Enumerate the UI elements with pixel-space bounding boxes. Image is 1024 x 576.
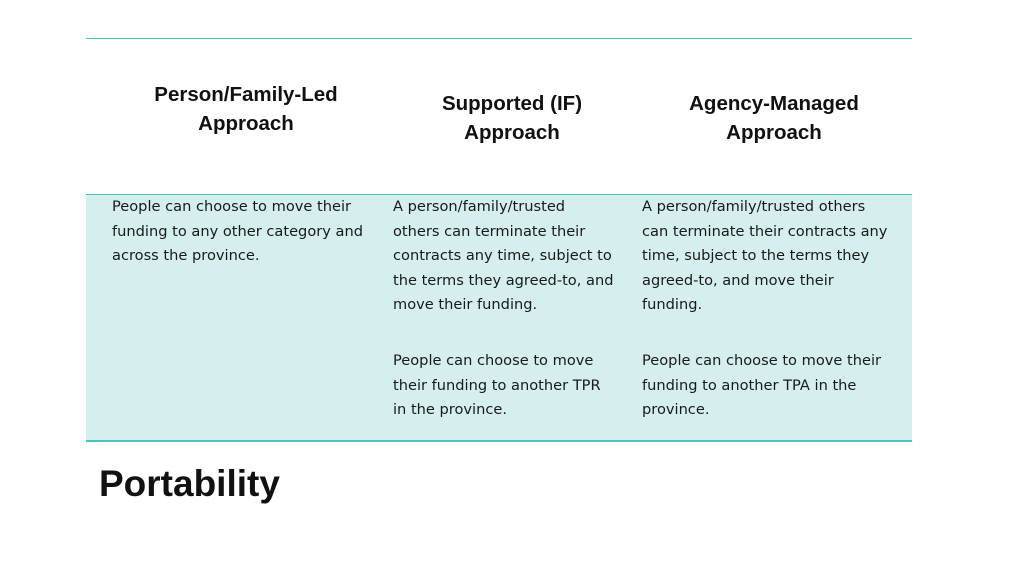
cell-line: contracts any time, subject to — [393, 247, 612, 264]
cell-agency-terminate — [642, 195, 887, 318]
cell-agency-move-funding — [642, 349, 881, 423]
section-title: Portability — [99, 463, 280, 504]
cell-line: the terms they agreed-to, and — [393, 271, 614, 289]
header-line: Person/Family-Led — [154, 83, 338, 106]
cell-line: funding to any other category and — [112, 222, 363, 240]
cell-line: province. — [642, 401, 710, 418]
header-line: Approach — [726, 121, 822, 144]
cell-line: agreed-to, and move their — [642, 271, 834, 289]
cell-line: A person/family/trusted — [393, 198, 566, 215]
cell-line: others can terminate their — [393, 222, 586, 240]
header-line: Approach — [198, 112, 294, 135]
cell-line: move their funding. — [393, 296, 538, 313]
cell-line: their funding to another TPR — [393, 376, 601, 394]
header-line: Supported (IF) — [441, 92, 583, 115]
header-person-family-led — [126, 80, 366, 138]
cell-line: People can choose to move their — [642, 352, 882, 369]
cell-line: A person/family/trusted others — [642, 198, 866, 215]
cell-line: People can choose to move their — [112, 198, 352, 215]
header-supported-if — [392, 89, 632, 147]
header-line: Approach — [464, 121, 560, 144]
cell-line: in the province. — [393, 401, 507, 418]
cell-supported-move-funding — [393, 349, 601, 423]
cell-line: funding to another TPA in the — [642, 376, 857, 394]
cell-line: funding. — [642, 296, 703, 313]
cell-line: time, subject to the terms they — [642, 247, 870, 264]
cell-line: can terminate their contracts any — [642, 222, 888, 240]
cell-person-family-portability — [112, 195, 363, 269]
cell-supported-terminate — [393, 195, 613, 318]
cell-line: across the province. — [112, 247, 260, 264]
top-divider — [86, 38, 912, 39]
cell-line: People can choose to move — [393, 352, 594, 369]
header-line: Agency-Managed — [689, 92, 859, 115]
header-agency-managed — [654, 89, 894, 147]
